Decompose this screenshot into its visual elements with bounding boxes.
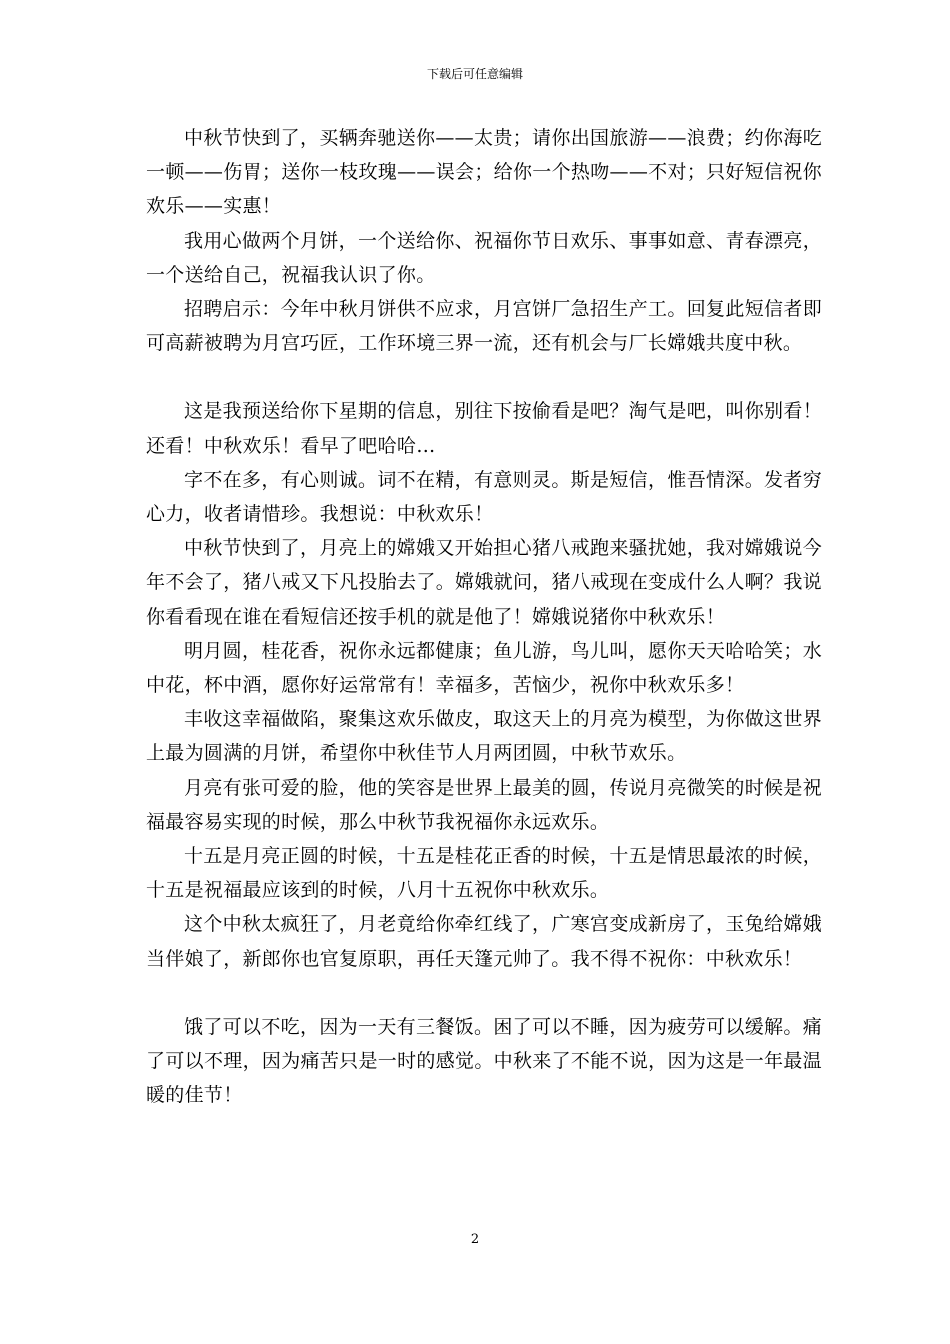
paragraph: 这个中秋太疯狂了，月老竟给你牵红线了，广寒宫变成新房了，玉兔给嫦娥当伴娘了，新郎你也官复原职，再任天篷元帅了。我不得不祝你：中秋欢乐！: [146, 913, 822, 970]
paragraph: 月亮有张可爱的脸，他的笑容是世界上最美的圆，传说月亮微笑的时候是祝福最容易实现的时候，那么中秋节我祝福你永远欢乐。: [146, 776, 822, 833]
page-number: 2: [470, 1232, 480, 1247]
paragraph-spacer: [146, 976, 822, 1010]
paragraph-spacer: [146, 360, 822, 394]
paragraph: 中秋节快到了，月亮上的嫦娥又开始担心猪八戒跑来骚扰她，我对嫦娥说今年不会了，猪八戒又下凡投胎去了。嫦娥就问，猪八戒现在变成什么人啊？我说你看看现在谁在看短信还按手机的就是他了！嫦娥说猪你中秋欢乐！: [146, 537, 822, 628]
paragraph: 十五是月亮正圆的时候，十五是桂花正香的时候，十五是情思最浓的时候，十五是祝福最应该到的时候，八月十五祝你中秋欢乐。: [146, 845, 822, 902]
paragraph: 这是我预送给你下星期的信息，别往下按偷看是吧？淘气是吧，叫你别看！还看！中秋欢乐！看早了吧哈哈…: [146, 400, 822, 457]
paragraph: 字不在多，有心则诚。词不在精，有意则灵。斯是短信，惟吾情深。发者穷心力，收者请惜珍。我想说：中秋欢乐！: [146, 468, 822, 526]
paragraph: 明月圆，桂花香，祝你永远都健康；鱼儿游，鸟儿叫，愿你天天哈哈笑；水中花，杯中酒，愿你好运常常有！幸福多，苦恼少，祝你中秋欢乐多！: [146, 639, 822, 697]
paragraph: 我用心做两个月饼，一个送给你、祝福你节日欢乐、事事如意、青春漂亮，一个送给自己，祝福我认识了你。: [146, 229, 822, 286]
page-header: 下载后可任意编辑: [426, 67, 523, 81]
paragraph: 招聘启示：今年中秋月饼供不应求，月宫饼厂急招生产工。回复此短信者即可高薪被聘为月宫巧匠，工作环境三界一流，还有机会与厂长嫦娥共度中秋。: [146, 298, 822, 355]
document-body: [146, 121, 822, 1112]
paragraph: 饿了可以不吃，因为一天有三餐饭。困了可以不睡，因为疲劳可以缓解。痛了可以不理，因为痛苦只是一时的感觉。中秋来了不能不说，因为这是一年最温暖的佳节！: [146, 1015, 822, 1107]
paragraph: 中秋节快到了，买辆奔驰送你——太贵；请你出国旅游——浪费；约你海吃一顿——伤胃；送你一枝玫瑰——误会；给你一个热吻——不对；只好短信祝你欢乐——实惠！: [146, 127, 822, 218]
paragraph: 丰收这幸福做陷，聚集这欢乐做皮，取这天上的月亮为模型，为你做这世界上最为圆满的月饼，希望你中秋佳节人月两团圆，中秋节欢乐。: [146, 708, 822, 765]
